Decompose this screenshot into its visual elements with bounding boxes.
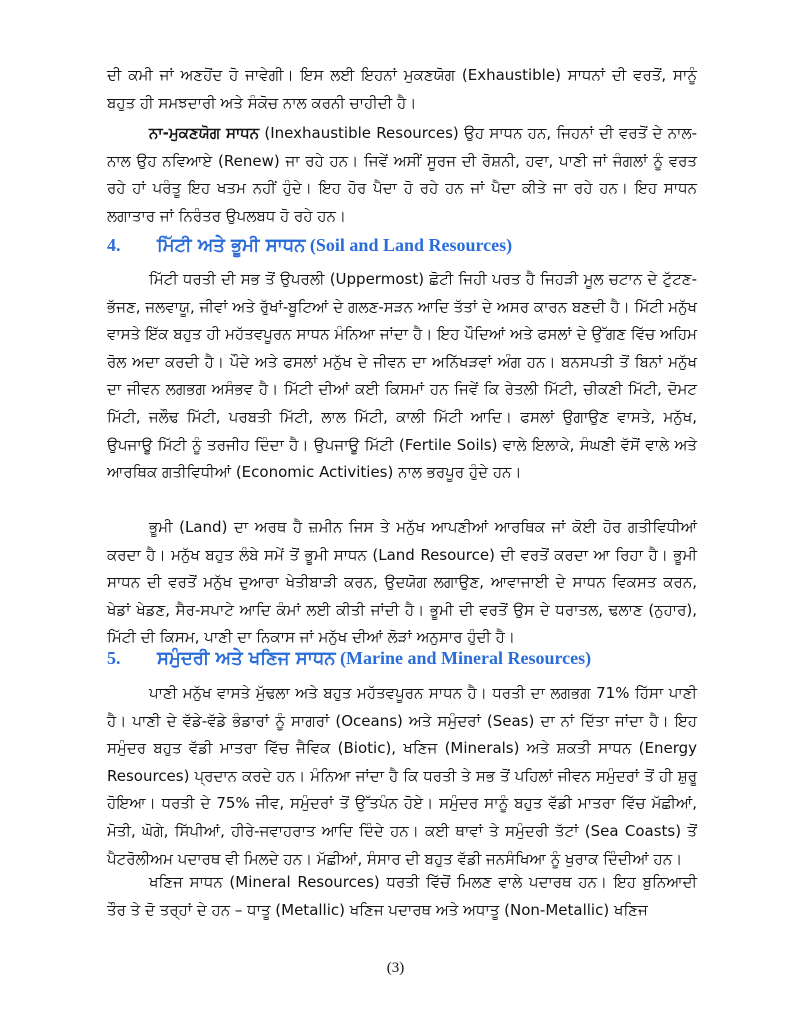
paragraph-mineral <box>107 869 697 924</box>
paragraph-exhaustible-resources <box>107 62 697 117</box>
section-title-english: (Marine and Mineral Resources) <box>335 648 592 668</box>
paragraph-inexhaustible-resources <box>107 120 697 230</box>
paragraph-text: ਪਾਣੀ ਮਨੁੱਖ ਵਾਸਤੇ ਮੁੱਢਲਾ ਅਤੇ ਬਹੁਤ ਮਹੱਤਵਪੂਰਨ ਸਾਧਨ ਹੈ। ਧਰਤੀ ਦਾ ਲਗਭਗ 71% ਹਿੱਸਾ ਪਾਣੀ ਹੈ। ਪਾਣੀ ਦੇ ਵੱਡੇ-ਵੱਡੇ ਭੰਡਾਰਾਂ ਨੂੰ ਸਾਗਰਾਂ (Oceans) ਅਤੇ ਸਮੁੰਦਰਾਂ (Seas) ਦਾ ਨਾਂ ਦਿੱਤਾ ਜਾਂਦਾ ਹੈ। ਇਹ ਸਮੁੰਦਰ ਬਹੁਤ ਵੱਡੀ ਮਾਤਰਾ ਵਿੱਚ ਜੈਵਿਕ (Biotic), ਖਣਿਜ (Minerals) ਅਤੇ ਸ਼ਕਤੀ ਸਾਧਨ (Energy Resources) ਪ੍ਰਦਾਨ ਕਰਦੇ ਹਨ। ਮੰਨਿਆ ਜਾਂਦਾ ਹੈ ਕਿ ਧਰਤੀ ਤੇ ਸਭ ਤੋਂ ਪਹਿਲਾਂ ਜੀਵਨ ਸਮੁੰਦਰਾਂ ਤੋਂ ਹੀ ਸ਼ੁਰੂ ਹੋਇਆ। ਧਰਤੀ ਦੇ 75% ਜੀਵ, ਸਮੁੰਦਰਾਂ ਤੋਂ ਉੱਤਪੰਨ ਹੋਏ। ਸਮੁੰਦਰ ਸਾਨੂੰ ਬਹੁਤ ਵੱਡੀ ਮਾਤਰਾ ਵਿੱਚ ਮੱਛੀਆਂ, ਮੋਤੀ, ਘੋਗੇ, ਸਿੱਪੀਆਂ, ਹੀਰੇ-ਜਵਾਹਰਾਤ ਆਦਿ ਦਿੰਦੇ ਹਨ। ਕਈ ਥਾਵਾਂ ਤੇ ਸਮੁੰਦਰੀ ਤੱਟਾਂ (Sea Coasts) ਤੋਂ ਪੈਟਰੋਲੀਅਮ ਪਦਾਰਥ ਵੀ ਮਿਲਦੇ ਹਨ। ਮੱਛੀਆਂ, ਸੰਸਾਰ ਦੀ ਬਹੁਤ ਵੱਡੀ ਜਨਸੰਖਿਆ ਨੂੰ ਖੁਰਾਕ ਦਿੰਦੀਆਂ ਹਨ। <box>107 684 697 868</box>
section-heading-soil-land <box>107 232 707 259</box>
paragraph-text: ਦੀ ਕਮੀ ਜਾਂ ਅਣਹੋਂਦ ਹੋ ਜਾਵੇਗੀ। ਇਸ ਲਈ ਇਹਨਾਂ ਮੁਕਣਯੋਗ (Exhaustible) ਸਾਧਨਾਂ ਦੀ ਵਰਤੋਂ, ਸਾਨੂੰ ਬਹੁਤ ਹੀ ਸਮਝਦਾਰੀ ਅਤੇ ਸੰਕੋਚ ਨਾਲ ਕਰਨੀ ਚਾਹੀਦੀ ਹੈ। <box>107 66 697 112</box>
paragraph-soil <box>107 266 697 487</box>
section-number: 5. <box>107 648 121 668</box>
section-title-punjabi: ਸਮੁੰਦਰੀ ਅਤੇ ਖਣਿਜ ਸਾਧਨ <box>157 648 336 669</box>
paragraph-land <box>107 514 697 652</box>
section-heading-marine-mineral <box>107 645 707 672</box>
paragraph-text: ਖਣਿਜ ਸਾਧਨ (Mineral Resources) ਧਰਤੀ ਵਿੱਚੋਂ ਮਿਲਣ ਵਾਲੇ ਪਦਾਰਥ ਹਨ। ਇਹ ਬੁਨਿਆਦੀ ਤੌਰ ਤੇ ਦੋ ਤਰ੍ਹਾਂ ਦੇ ਹਨ – ਧਾਤੂ (Metallic) ਖਣਿਜ ਪਦਾਰਥ ਅਤੇ ਅਧਾਤੂ (Non-Metallic) ਖਣਿਜ <box>107 873 697 919</box>
paragraph-text: (Inexhaustible Resources) ਉਹ ਸਾਧਨ ਹਨ, ਜਿਹਨਾਂ ਦੀ ਵਰਤੋਂ ਦੇ ਨਾਲ-ਨਾਲ ਉਹ ਨਵਿਆਏ (Renew) ਜਾ ਰਹੇ ਹਨ। ਜਿਵੇਂ ਅਸੀਂ ਸੂਰਜ ਦੀ ਰੋਸ਼ਨੀ, ਹਵਾ, ਪਾਣੀ ਜਾਂ ਜੰਗਲਾਂ ਨੂੰ ਵਰਤ ਰਹੇ ਹਾਂ ਪਰੰਤੂ ਇਹ ਖਤਮ ਨਹੀਂ ਹੁੰਦੇ। ਇਹ ਹੋਰ ਪੈਦਾ ਹੋ ਰਹੇ ਹਨ ਜਾਂ ਪੈਦਾ ਕੀਤੇ ਜਾ ਰਹੇ ਹਨ। ਇਹ ਸਾਧਨ ਲਗਾਤਾਰ ਜਾਂ ਨਿਰੰਤਰ ਉਪਲਬਧ ਹੋ ਰਹੇ ਹਨ। <box>107 124 697 225</box>
term-inexhaustible: ਨਾ-ਮੁਕਣਯੋਗ ਸਾਧਨ <box>149 124 260 142</box>
section-number: 4. <box>107 235 121 255</box>
paragraph-text: ਮਿੱਟੀ ਧਰਤੀ ਦੀ ਸਭ ਤੋਂ ਉਪਰਲੀ (Uppermost) ਛੋਟੀ ਜਿਹੀ ਪਰਤ ਹੈ ਜਿਹੜੀ ਮੂਲ ਚਟਾਨ ਦੇ ਟੁੱਟਣ-ਭੱਜਣ, ਜਲਵਾਯੂ, ਜੀਵਾਂ ਅਤੇ ਰੁੱਖਾਂ-ਬੂਟਿਆਂ ਦੇ ਗਲਣ-ਸੜਨ ਆਦਿ ਤੱਤਾਂ ਦੇ ਅਸਰ ਕਾਰਨ ਬਣਦੀ ਹੈ। ਮਿੱਟੀ ਮਨੁੱਖ ਵਾਸਤੇ ਇੱਕ ਬਹੁਤ ਹੀ ਮਹੱਤਵਪੂਰਨ ਸਾਧਨ ਮੰਨਿਆ ਜਾਂਦਾ ਹੈ। ਇਹ ਪੌਦਿਆਂ ਅਤੇ ਫਸਲਾਂ ਦੇ ਉੱਗਣ ਵਿੱਚ ਅਹਿਮ ਰੋਲ ਅਦਾ ਕਰਦੀ ਹੈ। ਪੌਦੇ ਅਤੇ ਫਸਲਾਂ ਮਨੁੱਖ ਦੇ ਜੀਵਨ ਦਾ ਅਨਿੱਖੜਵਾਂ ਅੰਗ ਹਨ। ਬਨਸਪਤੀ ਤੋਂ ਬਿਨਾਂ ਮਨੁੱਖ ਦਾ ਜੀਵਨ ਲਗਭਗ ਅਸੰਭਵ ਹੈ। ਮਿੱਟੀ ਦੀਆਂ ਕਈ ਕਿਸਮਾਂ ਹਨ ਜਿਵੇਂ ਕਿ ਰੇਤਲੀ ਮਿੱਟੀ, ਚੀਕਣੀ ਮਿੱਟੀ, ਦੋਮਟ ਮਿੱਟੀ, ਜਲੌਢ ਮਿੱਟੀ, ਪਰਬਤੀ ਮਿੱਟੀ, ਲਾਲ ਮਿੱਟੀ, ਕਾਲੀ ਮਿੱਟੀ ਆਦਿ। ਫਸਲਾਂ ਉਗਾਉਣ ਵਾਸਤੇ, ਮਨੁੱਖ, ਉਪਜਾਊ ਮਿੱਟੀ ਨੂੰ ਤਰਜੀਹ ਦਿੰਦਾ ਹੈ। ਉਪਜਾਊ ਮਿੱਟੀ (Fertile Soils) ਵਾਲੇ ਇਲਾਕੇ, ਸੰਘਣੀ ਵੱਸੋਂ ਵਾਲੇ ਅਤੇ ਆਰਥਿਕ ਗਤੀਵਿਧੀਆਂ (Economic Activities) ਨਾਲ ਭਰਪੂਰ ਹੁੰਦੇ ਹਨ। <box>107 270 697 482</box>
page-number: (3) <box>386 960 405 976</box>
section-title-english: (Soil and Land Resources) <box>305 235 513 255</box>
section-title-punjabi: ਮਿੱਟੀ ਅਤੇ ਭੂਮੀ ਸਾਧਨ <box>157 235 306 256</box>
paragraph-text: ਭੂਮੀ (Land) ਦਾ ਅਰਥ ਹੈ ਜ਼ਮੀਨ ਜਿਸ ਤੇ ਮਨੁੱਖ ਆਪਣੀਆਂ ਆਰਥਿਕ ਜਾਂ ਕੋਈ ਹੋਰ ਗਤੀਵਿਧੀਆਂ ਕਰਦਾ ਹੈ। ਮਨੁੱਖ ਬਹੁਤ ਲੰਬੇ ਸਮੇਂ ਤੋਂ ਭੂਮੀ ਸਾਧਨ (Land Resource) ਦੀ ਵਰਤੋਂ ਕਰਦਾ ਆ ਰਿਹਾ ਹੈ। ਭੂਮੀ ਸਾਧਨ ਦੀ ਵਰਤੋਂ ਮਨੁੱਖ ਦੁਆਰਾ ਖੇਤੀਬਾੜੀ ਕਰਨ, ਉਦਯੋਗ ਲਗਾਉਣ, ਆਵਾਜਾਈ ਦੇ ਸਾਧਨ ਵਿਕਸਤ ਕਰਨ, ਖੇਡਾਂ ਖੇਡਣ, ਸੈਰ-ਸਪਾਟੇ ਆਦਿ ਕੰਮਾਂ ਲਈ ਕੀਤੀ ਜਾਂਦੀ ਹੈ। ਭੂਮੀ ਦੀ ਵਰਤੋਂ ਉਸ ਦੇ ਧਰਾਤਲ, ਢਲਾਣ (ਨੁਹਾਰ), ਮਿੱਟੀ ਦੀ ਕਿਸਮ, ਪਾਣੀ ਦਾ ਨਿਕਾਸ ਜਾਂ ਮਨੁੱਖ ਦੀਆਂ ਲੋੜਾਂ ਅਨੁਸਾਰ ਹੁੰਦੀ ਹੈ। <box>107 518 697 647</box>
paragraph-marine <box>107 680 697 873</box>
